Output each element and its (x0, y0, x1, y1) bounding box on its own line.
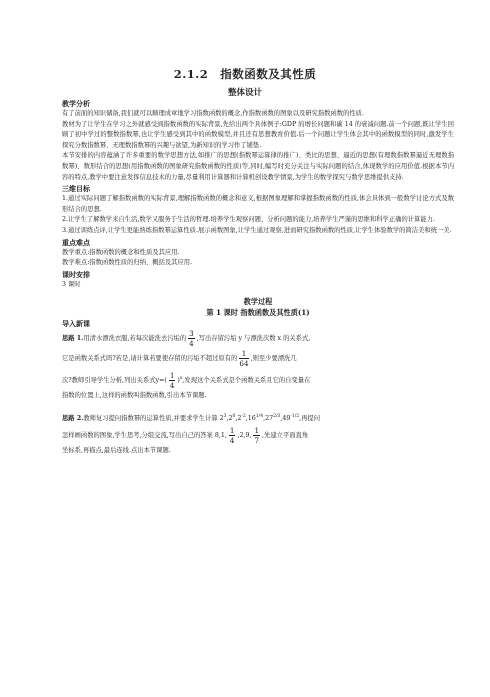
idea1-text-3c: ,发现这个关系式是个函数关系且它的自变量在 (182, 377, 311, 385)
idea2-line1: 思路 2.教师复习提问指数幂的运算性质,并要求学生计算 $2^3,2^0,2^{-2},16^{1/4},27^{2/3},49^{-1/2}$,再提问 (62, 414, 321, 423)
idea1-label: 思路 1. (62, 335, 84, 343)
key-focus: 教学重点:指数函数的概念和性质及其应用. (62, 248, 180, 256)
lesson-title: 第 1 课时 指数函数及其性质(1) (206, 308, 310, 318)
key-points-heading: 重点难点 (62, 237, 90, 247)
idea1-text-3a: 次?教师引导学生分析,列出关系式y=( (62, 377, 167, 385)
exponent-x: x (179, 376, 183, 382)
idea2-text-2: 怎样画函数的图象,学生思考,分组交流,写出自己的答案 8,1, (62, 432, 227, 440)
idea1-text-1a: 用清水漂洗衣服,若每次能洗去污垢的 (83, 335, 187, 343)
fraction-three-quarters: $\frac{3}{4}$ (189, 329, 194, 349)
idea1-text-2b: ,则至少要漂洗几 (250, 355, 297, 363)
intro-heading: 导入新课 (62, 319, 90, 329)
fraction-one-seventh: $\frac{1}{7}$ (254, 426, 260, 446)
goal-item-3: 3.通过训练点评,让学生更能熟练指数幂运算性质.展示函数图象,让学生通过观察,进而研究指数函数的性质,让学生体验数学的简洁美和统一美. (62, 226, 452, 234)
idea2-text-3: 坐标系,再描点,最后连线.点出本节课题. (62, 447, 171, 455)
page-subtitle: 整体设计 (227, 88, 262, 98)
fraction-one-quarter: $\frac{1}{4}$ (169, 371, 175, 391)
idea2-line2 (62, 426, 454, 446)
key-difficulty: 教学难点:指数函数性质的归纳、概括及其应用. (62, 259, 193, 267)
goals-heading: 三维目标 (62, 184, 90, 194)
analysis-paragraph-2: 教材为了让学生在学习之外就感受到指数函数的实际背景,先给出两个具体例子:GDP 的增长问题和碳 14 的衰减问题.前一个问题,既让学生回顾了初中学过的整数指数幂,也让学生感受到其中的函数模型,并且还有思想教育价值.后一个问题让学生体会其中的函数模型的同时,激发学生探究分数指数幂、无理数指数幂的兴趣与欲望,为新知识的学习作了铺垫. (62, 120, 454, 149)
idea1-line4 (62, 391, 454, 402)
schedule-value: 3 课时 (62, 280, 81, 288)
idea2-text-2-mid: ,2,9, (237, 432, 252, 440)
schedule-heading: 课时安排 (62, 269, 90, 279)
process-heading: 教学过程 (243, 297, 273, 307)
idea2-text-2-tail: ,先建立平面直角 (262, 432, 309, 440)
idea1-text-2a: 它是函数关系式吗?若是,请计算若要使存留的污垢不超过原有的 (62, 355, 238, 363)
idea1-line1 (62, 329, 454, 349)
idea1-text-4: 指数的位置上,这样的函数叫指数函数,引出本节课题. (62, 392, 207, 400)
idea2-label: 思路 2. (62, 415, 84, 423)
idea2-text-1: 教师复习提问指数幂的运算性质,并要求学生计算 2 (83, 415, 224, 423)
idea1-text-1b: ,写出存留污垢 y 与漂洗次数 x 的关系式, (196, 335, 311, 343)
page-title: 2.1.2 指数函数及其性质 (173, 67, 317, 81)
analysis-paragraph-3: 本节安排的内容蕴涵了许多重要的数学思想方法,如推广的思想(指数幂运算律的推广)、类比的思想、逼近的思想(有理数指数幂逼近无理数指数幂)、数形结合的思想(用指数函数的图象研究指数函数的性质)等,同时,编写时充分关注与实际问题的结合,体现数学的应用价值.根据本节内容的特点,教学中要注意发挥信息技术的力量,尽量利用计算器和计算机创设教学情景,为学生的数学探究与数学思维提供支持. (62, 152, 454, 181)
analysis-paragraph-1: 有了前面的知识储备,我们就可以顺理成章地学习指数函数的概念,作指数函数的图象以及研究指数函数的性质. (62, 110, 364, 117)
document-body (62, 98, 454, 457)
goal-item-2: 2.让学生了解数学来自生活,数学又服务于生活的哲理.培养学生观察问题、分析问题的能力,培养学生严谨的思维和科学正确的计算能力. (62, 216, 435, 224)
idea1-text-3b: ) (177, 377, 180, 385)
fraction-one-quarter-b: $\frac{1}{4}$ (229, 426, 235, 446)
idea2-text-1-tail: ,再提问 (299, 415, 321, 423)
idea2-line3 (62, 446, 454, 457)
goal-item-1: 1.通过实际问题了解指数函数的实际背景,理解指数函数的概念和意义,根据图象理解和掌握指数函数的性质,体会具体到一般数学讨论方式及数形结合的思想. (62, 195, 454, 213)
idea1-line2 (62, 349, 454, 369)
analysis-heading: 教学分析 (62, 99, 90, 108)
fraction-one-sixty-fourth: $\frac{1}{64}$ (239, 349, 249, 369)
idea1-line3 (62, 369, 454, 391)
